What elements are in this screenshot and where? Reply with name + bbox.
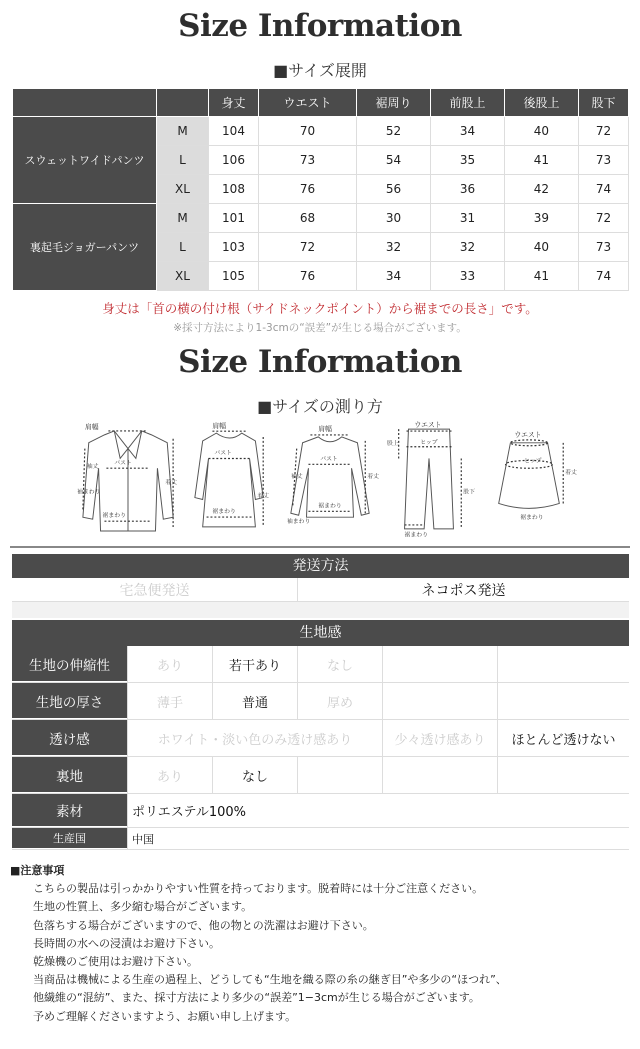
coat-length-label: 着丈	[165, 479, 178, 486]
section-divider	[10, 546, 630, 548]
fabric-row-label: 生地の厚さ	[12, 683, 127, 719]
value-cell: 108	[209, 175, 259, 204]
fabric-cell-selected: 若干あり	[212, 646, 297, 682]
fabric-cell	[497, 757, 629, 793]
value-cell: 74	[578, 175, 628, 204]
dress-hem-label: 裾まわり	[212, 509, 236, 516]
top-cuff-label: 袖まわり	[286, 519, 311, 526]
skirt-hip-label: ヒップ	[524, 458, 542, 465]
fabric-cell: 厚め	[297, 683, 382, 719]
size-cell: M	[157, 204, 209, 233]
header-hem: 裾周り	[356, 89, 430, 117]
coat-shoulder-label: 肩幅	[84, 422, 99, 431]
pants-hip-label: ヒップ	[420, 439, 438, 446]
value-cell: 40	[504, 233, 578, 262]
top-bust-label: バスト	[320, 456, 338, 463]
pants-inseam-label: 股下	[463, 489, 475, 496]
value-cell: 76	[259, 262, 357, 291]
coat-icon	[77, 419, 179, 539]
size-cell: XL	[157, 175, 209, 204]
table-row	[13, 204, 629, 233]
coat-hem-label: 裾まわり	[102, 513, 127, 520]
value-cell: 42	[504, 175, 578, 204]
top-shoulder-label: 肩幅	[318, 425, 332, 434]
value-cell: 36	[430, 175, 504, 204]
dress-length-label: 着丈	[257, 493, 270, 500]
notes-heading: ■注意事項	[10, 864, 65, 877]
value-cell: 104	[209, 117, 259, 146]
header-empty-1	[13, 89, 157, 117]
size-cell: L	[157, 233, 209, 262]
coat-diagram	[76, 418, 180, 540]
top-diagram	[282, 418, 378, 540]
header-back-rise: 後股上	[504, 89, 578, 117]
value-cell: 74	[578, 262, 628, 291]
header-front-rise: 前股上	[430, 89, 504, 117]
fabric-cell	[297, 757, 382, 793]
fabric-cell: なし	[297, 646, 382, 682]
coat-sleeve-label: 袖丈	[86, 464, 99, 471]
value-cell: 72	[578, 117, 628, 146]
fabric-row-origin	[12, 828, 629, 850]
value-cell: 40	[504, 117, 578, 146]
sweater-icon	[283, 419, 377, 539]
fabric-row-material	[12, 794, 629, 828]
fabric-row-label: 生地の伸縮性	[12, 646, 127, 682]
fabric-cell-selected: 普通	[212, 683, 297, 719]
note-line: 他繊維の“混紡”、また、採寸方法により多少の“誤差”1−3cmが生じる場合がございます。	[33, 991, 480, 1005]
fabric-cell	[382, 646, 497, 682]
value-cell: 35	[430, 146, 504, 175]
value-cell: 72	[578, 204, 628, 233]
value-cell: 34	[430, 117, 504, 146]
skirt-diagram	[484, 418, 577, 540]
dress-diagram	[188, 418, 272, 540]
origin-value: 中国	[127, 828, 629, 849]
value-cell: 101	[209, 204, 259, 233]
value-cell: 70	[259, 117, 357, 146]
size-table-subtitle: ■サイズ展開	[273, 61, 367, 80]
shipping-option-takkyubin: 宅急便発送	[12, 578, 298, 601]
header-length: 身丈	[209, 89, 259, 117]
top-length-label: 着丈	[367, 474, 379, 481]
fabric-cell: 少々透け感あり	[382, 720, 497, 756]
value-cell: 73	[578, 233, 628, 262]
dress-shoulder-label: 肩幅	[212, 422, 227, 431]
group-label-sweat-wide: スウェットワイドパンツ	[13, 117, 157, 204]
fabric-cell: 薄手	[127, 683, 212, 719]
caution-notes	[10, 862, 630, 1026]
shipping-spacer	[12, 602, 629, 618]
dress-icon	[189, 419, 271, 539]
value-cell: 31	[430, 204, 504, 233]
fabric-cell-selected: ほとんど透けない	[497, 720, 629, 756]
top-hem-label: 裾まわり	[318, 503, 342, 510]
size-table-header-row	[13, 89, 629, 117]
value-cell: 73	[578, 146, 628, 175]
value-cell: 103	[209, 233, 259, 262]
value-cell: 52	[356, 117, 430, 146]
note-line: 色落ちする場合がございますので、他の物との洗濯はお避け下さい。	[33, 918, 374, 932]
fabric-row-lining	[12, 757, 629, 794]
fabric-row-label: 透け感	[12, 720, 127, 756]
fabric-row-label: 裏地	[12, 757, 127, 793]
value-cell: 39	[504, 204, 578, 233]
note-line: 生地の性質上、多少縮む場合がございます。	[33, 900, 253, 914]
fabric-cell: ホワイト・淡い色のみ透け感あり	[127, 720, 382, 756]
value-cell: 41	[504, 262, 578, 291]
size-cell: L	[157, 146, 209, 175]
note-line: 予めご理解くださいますよう、お願い申し上げます。	[33, 1009, 297, 1023]
note-line: こちらの製品は引っかかりやすい性質を持っております。脱着時には十分ご注意ください。	[33, 882, 484, 896]
skirt-icon	[485, 419, 577, 539]
size-cell: M	[157, 117, 209, 146]
fabric-row-sheerness	[12, 720, 629, 757]
material-value: ポリエステル100%	[127, 794, 629, 827]
fabric-cell: あり	[127, 646, 212, 682]
origin-label: 生産国	[12, 828, 127, 849]
pants-icon	[385, 419, 473, 539]
value-cell: 32	[356, 233, 430, 262]
coat-bust-label: バスト	[114, 460, 132, 467]
value-cell: 68	[259, 204, 357, 233]
measure-subtitle: ■サイズの測り方	[257, 397, 383, 416]
value-cell: 73	[259, 146, 357, 175]
fabric-cell	[382, 683, 497, 719]
fabric-header: 生地感	[12, 620, 629, 646]
value-cell: 72	[259, 233, 357, 262]
value-cell: 106	[209, 146, 259, 175]
size-cell: XL	[157, 262, 209, 291]
shipping-header: 発送方法	[12, 554, 629, 578]
fabric-cell	[382, 757, 497, 793]
fabric-cell-selected: なし	[212, 757, 297, 793]
note-line: 乾燥機のご使用はお避け下さい。	[33, 955, 198, 969]
skirt-waist-label: ウエスト	[514, 430, 542, 439]
shipping-option-nekopos: ネコポス発送	[421, 582, 506, 599]
skirt-hem-label: 裾まわり	[520, 515, 544, 522]
coat-cuff-label: 袖まわり	[77, 489, 101, 496]
fabric-row-thickness	[12, 683, 629, 720]
length-note: 身丈は「首の横の付け根（サイドネックポイント）から裾までの長さ」です。	[102, 301, 538, 316]
top-sleeve-label: 袖丈	[290, 474, 303, 481]
size-info-title: Size Information	[178, 8, 462, 44]
header-inseam: 股下	[578, 89, 628, 117]
value-cell: 105	[209, 262, 259, 291]
note-line: 長時間の水への浸漬はお避け下さい。	[33, 936, 220, 950]
value-cell: 34	[356, 262, 430, 291]
header-empty-2	[157, 89, 209, 117]
material-label: 素材	[12, 794, 127, 827]
pants-rise-label: 股上	[386, 440, 399, 447]
value-cell: 41	[504, 146, 578, 175]
dress-bust-label: バスト	[214, 450, 232, 457]
value-cell: 76	[259, 175, 357, 204]
skirt-length-label: 着丈	[565, 470, 577, 477]
value-cell: 30	[356, 204, 430, 233]
value-cell: 56	[356, 175, 430, 204]
fabric-cell	[497, 646, 629, 682]
table-row	[13, 117, 629, 146]
fabric-row-stretch	[12, 646, 629, 683]
group-label-jogger: 裏起毛ジョガーパンツ	[13, 204, 157, 291]
size-table	[12, 88, 629, 291]
header-waist: ウエスト	[259, 89, 357, 117]
pants-hem-label: 裾まわり	[404, 532, 428, 539]
value-cell: 33	[430, 262, 504, 291]
measure-title: Size Information	[178, 344, 462, 380]
shipping-options	[12, 578, 629, 602]
note-line: 当商品は機械による生産の過程上、どうしても“生地を織る際の糸の継ぎ目”や多少の“ほつれ”、	[33, 973, 507, 987]
pants-waist-label: ウエスト	[414, 421, 442, 430]
fabric-cell: あり	[127, 757, 212, 793]
fabric-cell	[497, 683, 629, 719]
pants-diagram	[384, 418, 474, 540]
value-cell: 54	[356, 146, 430, 175]
error-note: ※採寸方法により1-3cmの“誤差”が生じる場合がございます。	[173, 322, 467, 334]
value-cell: 32	[430, 233, 504, 262]
